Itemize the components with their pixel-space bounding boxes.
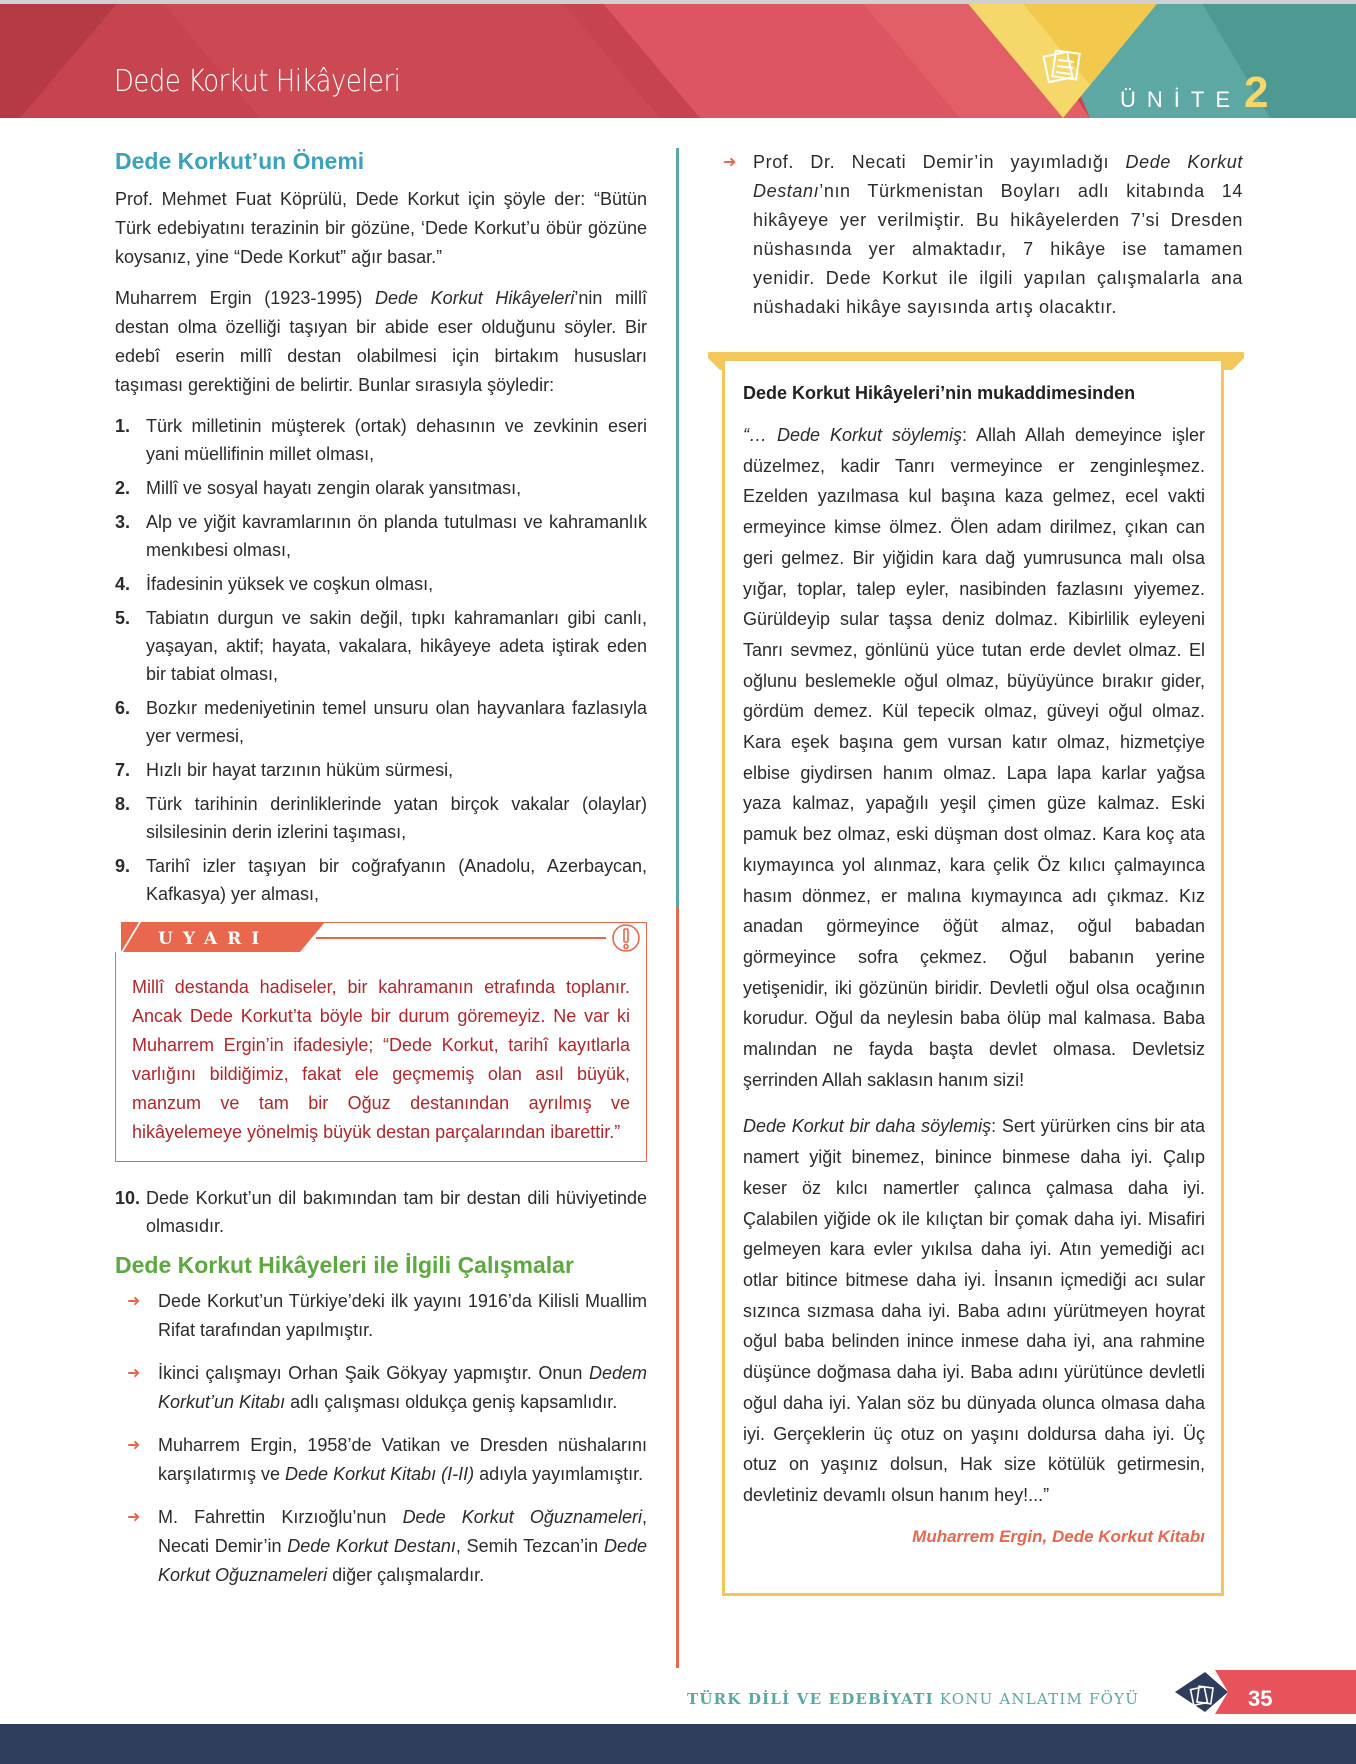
- study-item: [115, 1431, 647, 1489]
- study-item: [115, 1287, 647, 1345]
- item-text: Bozkır medeniyetinin temel unsuru olan hayvanlara fazlasıyla yer vermesi,: [146, 698, 647, 746]
- arrow-icon: ➜: [127, 1509, 141, 1526]
- epic-criteria-item-2: [115, 474, 647, 502]
- item-number: 1.: [115, 416, 131, 436]
- epic-criteria-item-8: [115, 790, 647, 846]
- warning-box: [115, 922, 647, 1162]
- quote-title: Dede Korkut Hikâyeleri’nin mukaddimesinden: [743, 383, 1136, 403]
- epic-criteria-item-5: [115, 604, 647, 688]
- books-icon: [1186, 1680, 1222, 1712]
- column-divider-bottom: [676, 908, 679, 1668]
- footer-book-title: TÜRK DİLİ VE EDEBİYATI KONU ANLATIM FÖYÜ: [687, 1690, 1140, 1708]
- body-text: M. Fahrettin Kırzıoğlu’nun: [158, 1507, 403, 1527]
- book-title-text: Dede Korkut Oğuznameleri: [402, 1507, 642, 1527]
- item-number: 6.: [115, 698, 131, 718]
- item-number: 3.: [115, 512, 131, 532]
- studies-list: [115, 1287, 647, 1590]
- books-icon: [1040, 44, 1086, 84]
- epic-criteria-list: [115, 412, 647, 908]
- epic-criteria-item-6: [115, 694, 647, 750]
- arrow-icon: ➜: [723, 154, 738, 171]
- item-text: Dede Korkut’un dil bakımından tam bir destan dili hüviyetinde olmasıdır.: [146, 1188, 647, 1236]
- item-text: Türk milletinin müşterek (ortak) dehasının ve zevkinin eseri yani müellifinin millet olması,: [146, 416, 647, 464]
- book-title-text: Dede Korkut Destanı: [753, 152, 1243, 201]
- study-item: [115, 1359, 647, 1417]
- quote-paragraph-1: “… Dede Korkut söylemiş: Allah Allah demeyince işler düzelmez, kadir Tanrı vermeyince er zenginleşmez. Ezelden yazılmasa kul başına kaza gelmez, ecel vakti ermeyince kimse ölmez. Ölen adam dirilmez, çıkan can geri gelmez. Bir yiğidin kara dağ yumrusunca malı olsa yığar, toplar, talep eyler, nasibinden fazlasını yiyemez. Gürüldeyip sular taşsa deniz dolmaz. Kibirlilik eyleyeni Tanrı sevmez, gönlünü yüce tutan erde devlet olmaz. El oğlunu beslemekle oğul olmaz, büyüyünce bırakır gider, gördüm demez. Kül tepecik olmaz, güveyi oğul olmaz. Kara eşek başına gem vursan katır olmaz, hizmetçiye elbise giydirsen hanım olmaz. Lapa lapa karlar yağsa yaza kalmaz, yapağılı yeşil çimen güze kalmaz. Eski pamuk bez olmaz, eski düşman dost olmaz. Kara koç ata kıymayınca yol alınmaz, kara çelik Öz kılıcı çalmayınca hasım dönmez, er malına kıymayınca adı çıkmaz. Kız anadan görmeyince öğüt almaz, oğul babadan görmeyince sofra çekmez. Oğul babanın yerine yetişenidir, iki gözünün biridir. Devletli oğul olsa ocağının korudur. Oğul da neylesin baba ölüp mal kalmasa. Baba malından ne fayda başta devlet olmasa. Devletsiz şerrinden Allah saklasın hanım sizi!: [743, 425, 1205, 1090]
- item-text: Tarihî izler taşıyan bir coğrafyanın (Anadolu, Azerbaycan, Kafkasya) yer alması,: [146, 856, 647, 904]
- unit-label: ÜNİTE: [1120, 87, 1241, 112]
- quote-source: Muharrem Ergin, Dede Korkut Kitabı: [912, 1526, 1205, 1546]
- page-title: Dede Korkut Hikâyeleri: [114, 64, 401, 99]
- book-title-text: Dede Korkut Oğuznameleri: [158, 1536, 647, 1585]
- study-item: [115, 1503, 647, 1590]
- epic-criteria-item-7: [115, 756, 647, 784]
- epic-criteria-item-9: [115, 852, 647, 908]
- quote-box: [722, 358, 1224, 1596]
- body-text: İkinci çalışmayı Orhan Şaik Gökyay yapmıştır. Onun: [158, 1363, 589, 1383]
- item-text: Hızlı bir hayat tarzının hüküm sürmesi,: [146, 760, 454, 780]
- item-number: 7.: [115, 760, 131, 780]
- epic-criteria-item-1: [115, 412, 647, 468]
- item-number: 9.: [115, 856, 131, 876]
- book-title-text: Dedem Korkut’un Kitabı: [158, 1363, 647, 1412]
- arrow-icon: ➜: [127, 1365, 141, 1382]
- body-text: Muharrem Ergin, 1958’de Vatikan ve Dresden nüshalarını karşılatırmış ve: [158, 1435, 647, 1484]
- body-text: ’nın Türkmenistan Boyları adlı kitabında 14 hikâyeye yer verilmiştir. Bu hikâyelerden 7’si Dresden nüshasında yer almaktadır, 7 hikâye ise tamamen yenidir. Dede Korkut ile ilgili yapılan çalışmalarla ana nüshadaki hikâye sayısında artış olacaktır.: [753, 181, 1243, 317]
- arrow-icon: ➜: [127, 1437, 141, 1454]
- demir-bullet: [721, 148, 1243, 322]
- paragraph-ergin: Muharrem Ergin (1923-1995) Dede Korkut Hikâyeleri’nin millî destan olma özelliği taşıyan bir abide eser olduğunu söyler. Bir edebî eserin millî destan olabilmesi için birtakım hususları taşıması gerektiğini de belirtir. Bunlar sırasıyla şöyledir:: [115, 288, 648, 395]
- item-text: Millî ve sosyal hayatı zengin olarak yansıtması,: [146, 478, 522, 498]
- item-text: Türk tarihinin derinliklerinde yatan birçok vakalar (olaylar) silsilesinin derin izlerini taşıması,: [146, 794, 647, 842]
- book-title-text: Dede Korkut Destanı: [287, 1536, 456, 1556]
- item-number: 4.: [115, 574, 131, 594]
- arrow-icon: ➜: [127, 1293, 141, 1310]
- item-text: İfadesinin yüksek ve coşkun olması,: [146, 574, 434, 594]
- item-text: Alp ve yiğit kavramlarının ön planda tutulması ve kahramanlık menkıbesi olması,: [146, 512, 647, 560]
- item-number: 8.: [115, 794, 131, 814]
- body-text: adlı çalışması oldukça geniş kapsamlıdır.: [285, 1392, 618, 1412]
- book-title-text: Dede Korkut Kitabı (I-II): [285, 1464, 475, 1484]
- unit-number: 2: [1244, 68, 1269, 117]
- item-number: 2.: [115, 478, 131, 498]
- page-number: 35: [1248, 1686, 1273, 1711]
- column-divider-top: [676, 148, 679, 908]
- epic-criteria-item-3: [115, 508, 647, 564]
- paragraph-koprulu: Prof. Mehmet Fuat Köprülü, Dede Korkut için şöyle der: “Bütün Türk edebiyatını terazinin bir gözüne, ‘Dede Korkut’u öbür gözüne koysanız, yine “Dede Korkut” ağır basar.”: [115, 189, 647, 267]
- quote-paragraph-2: Dede Korkut bir daha söylemiş: Sert yürürken cins bir ata namert yiğit binemez, binince binmese daha iyi. Çalıp keser öz kılcı namertler çalınca çalmasa daha iyi. Çalabilen yiğide ok ile kılıçtan bir çomak daha iyi. Misafiri gelmeyen kara evler yıkılsa daha iyi. Atın yemediği acı otlar bitince bitmese daha iyi. İnsanın içmediği acı sular sızınca sızmasa daha iyi. Baba adını yürütmeyen hoyrat oğul baba belinden inince inmese daha iyi, ana rahmine düşünce doğmasa daha iyi. Baba adını yürütünce devletli oğul daha iyi. Yalan söz bu dünyada olunca olmasa daha iyi. Gerçeklerin üç otuz on yaşını doldursa daha iyi. Üç otuz on yaşınız dolsun, Hak size kötülük getirmesin, devletiniz devamlı olsun hanım hey!...”: [743, 1116, 1205, 1505]
- warning-label: UYARI: [158, 929, 270, 949]
- warning-rule: [316, 937, 606, 939]
- left-column: [115, 148, 647, 1604]
- body-text: , Necati Demir’in: [158, 1507, 647, 1556]
- body-text: Prof. Dr. Necati Demir’in yayımladığı: [753, 152, 1126, 172]
- body-text: Dede Korkut’un Türkiye’deki ilk yayını 1916’da Kilisli Muallim Rifat tarafından yapılmıştır.: [158, 1291, 647, 1340]
- right-column: [721, 148, 1243, 336]
- body-text: diğer çalışmalardır.: [327, 1565, 485, 1585]
- epic-criteria-item-4: [115, 570, 647, 598]
- body-text: , Semih Tezcan’in: [455, 1536, 604, 1556]
- body-text: adıyla yayımlamıştır.: [474, 1464, 644, 1484]
- page-footer: [0, 1670, 1356, 1764]
- page-header: [0, 0, 1356, 118]
- section-title-studies: Dede Korkut Hikâyeleri ile İlgili Çalışmalar: [115, 1252, 574, 1278]
- item-number: 10.: [115, 1188, 141, 1208]
- item-text: Tabiatın durgun ve sakin değil, tıpkı kahramanları gibi canlı, yaşayan, aktif; hayata, vakalara, hikâyeye adeta iştirak eden bir tabiat olması,: [146, 608, 647, 684]
- item-number: 5.: [115, 608, 131, 628]
- exclamation-icon: [610, 922, 642, 954]
- epic-criteria-item-10: [115, 1184, 647, 1240]
- warning-text: Millî destanda hadiseler, bir kahramanın etrafında toplanır. Ancak Dede Korkut’ta böyle bir durum göremeyiz. Ne var ki Muharrem Ergin’in ifadesiyle; “Dede Korkut, tarihî kayıtlarla varlığını bildiğimiz, fakat ele geçmemiş olan asıl büyük, manzum ve tam bir Oğuz destanından ayrılmış ve hikâyelemeye yönelmiş büyük destan parçalarından ibarettir.”: [132, 977, 630, 1142]
- section-title-importance: Dede Korkut’un Önemi: [115, 148, 365, 174]
